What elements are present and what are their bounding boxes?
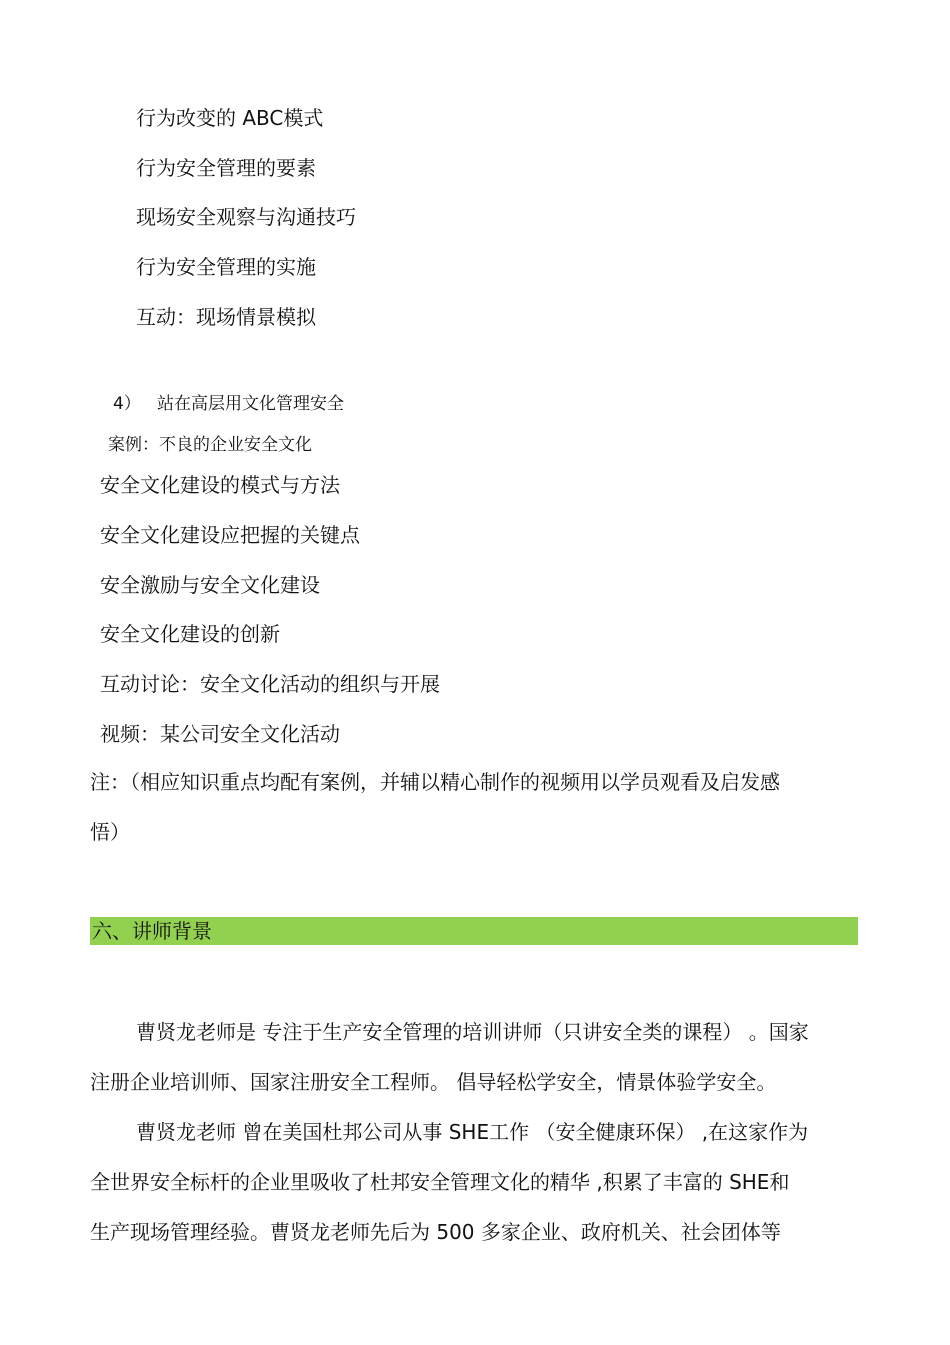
note-line: 注：（相应知识重点均配有案例，并辅以精心制作的视频用以学员观看及启发感 — [90, 770, 780, 794]
paragraph-line: 曹贤龙老师是 专注于生产安全管理的培训讲师（只讲安全类的课程） 。国家 — [136, 1020, 809, 1044]
module4-item: 安全激励与安全文化建设 — [100, 573, 320, 597]
paragraph-line: 曹贤龙老师 曾在美国杜邦公司从事 SHE工作 （安全健康环保） ,在这家作为 — [136, 1120, 809, 1144]
module4-title: 站在高层用文化管理安全 — [157, 394, 344, 414]
paragraph-line: 全世界安全标杆的企业里吸收了杜邦安全管理文化的精华 ,积累了丰富的 SHE和 — [90, 1170, 790, 1194]
module3-item: 互动：现场情景模拟 — [136, 305, 316, 329]
paragraph-line: 注册企业培训师、国家注册安全工程师。 倡导轻松学安全，情景体验学安全。 — [90, 1070, 777, 1094]
module3-item: 行为安全管理的实施 — [136, 255, 316, 279]
module4-case: 案例：不良的企业安全文化 — [108, 435, 312, 455]
section-title: 六、讲师背景 — [92, 919, 212, 943]
module4-item: 安全文化建设应把握的关键点 — [100, 523, 360, 547]
module4-item: 视频：某公司安全文化活动 — [100, 722, 340, 746]
module4-number: 4） — [113, 394, 141, 414]
module3-item: 现场安全观察与沟通技巧 — [136, 205, 356, 229]
note-line: 悟） — [90, 820, 130, 844]
module4-item: 安全文化建设的模式与方法 — [100, 473, 340, 497]
module4-item: 安全文化建设的创新 — [100, 622, 280, 646]
paragraph-line: 生产现场管理经验。曹贤龙老师先后为 500 多家企业、政府机关、社会团体等 — [90, 1220, 781, 1244]
module3-item: 行为改变的 ABC模式 — [136, 106, 324, 130]
module3-item: 行为安全管理的要素 — [136, 156, 316, 180]
module4-item: 互动讨论：安全文化活动的组织与开展 — [100, 672, 440, 696]
